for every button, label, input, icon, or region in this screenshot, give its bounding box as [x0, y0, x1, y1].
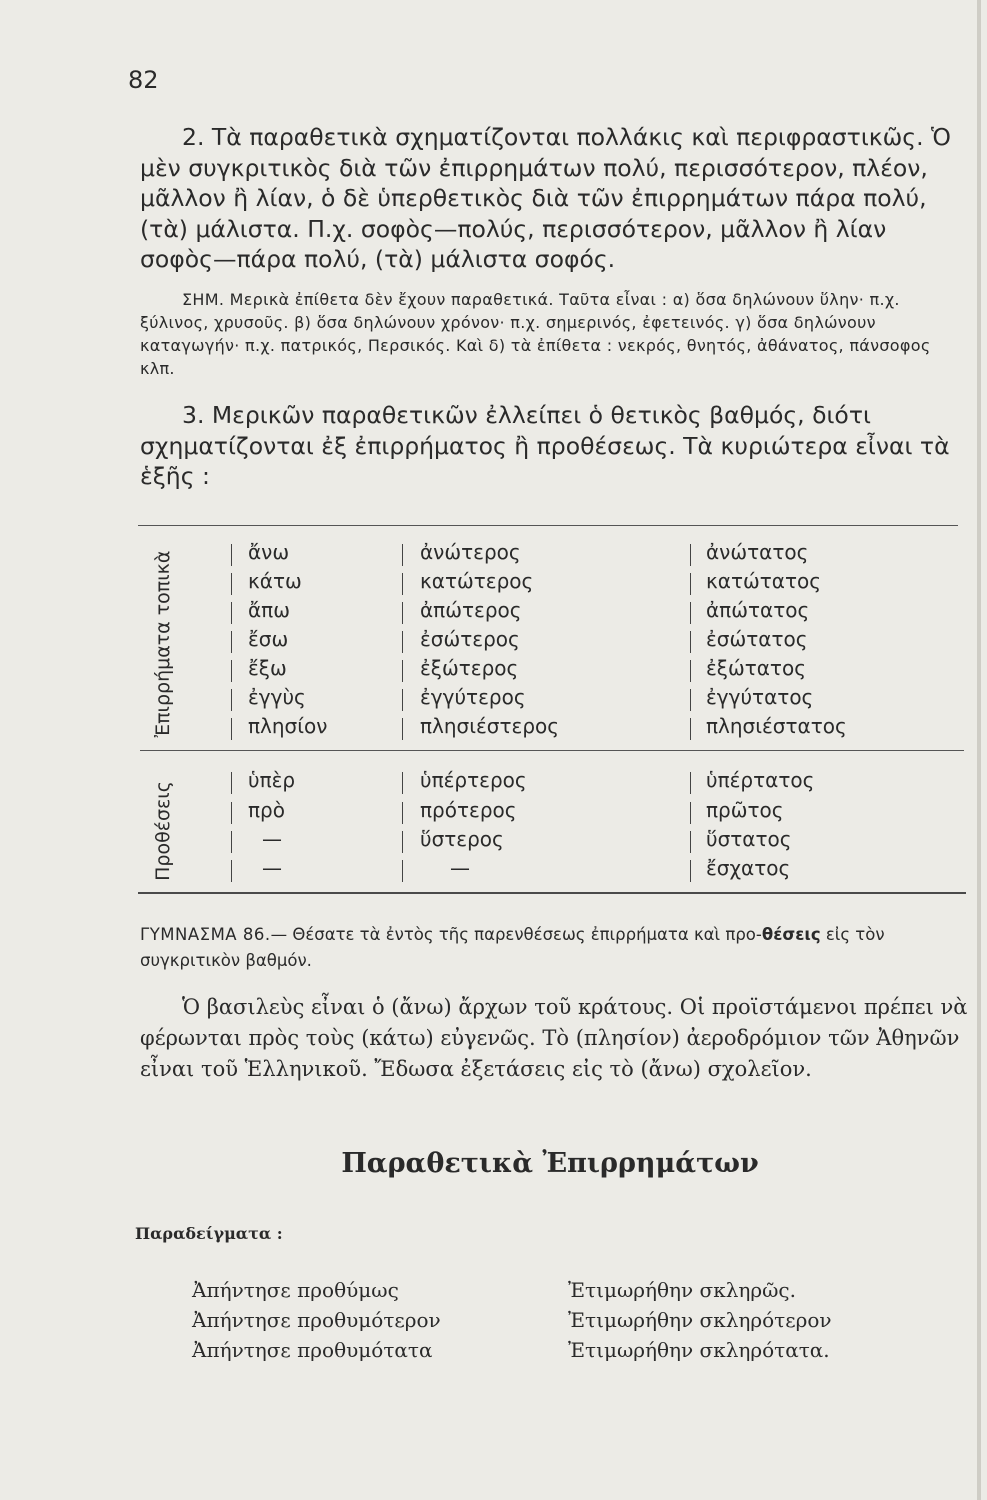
table-cell: ἐγγὺς	[248, 685, 306, 709]
table-cell: κάτω	[248, 569, 302, 593]
table-cell: ὕστερος	[420, 827, 504, 851]
example-left-2: Ἀπήντησε προθυμότερον	[192, 1308, 441, 1332]
exercise-instruction-end: εἰς τὸν συγκριτικὸν βαθμόν.	[140, 925, 885, 970]
table-cell: ἔσχατος	[706, 856, 791, 880]
paragraph-3: 3. Μερικῶν παραθετικῶν ἐλλείπει ὁ θετικὸς βαθμός, διότι σχηματίζονται ἐξ ἐπιρρήματος ἢ προθέσεως. Τὰ κυριώτερα εἶναι τὰ ἑξῆς :	[140, 401, 950, 490]
table-cell: ἀνώτατος	[706, 540, 809, 564]
table-cell: κατώτατος	[706, 569, 821, 593]
table-bottom-rule	[138, 892, 966, 894]
table-cell: ἀνώτερος	[420, 540, 521, 564]
table-cell: κατώτερος	[420, 569, 534, 593]
table-cell: ἐγγύτερος	[420, 685, 526, 709]
page-edge	[977, 0, 981, 1500]
table-cell: πλησιέστατος	[706, 714, 847, 738]
table-cell: —	[450, 856, 470, 880]
page-number: 82	[128, 66, 159, 94]
table-cell: ὑπὲρ	[248, 768, 296, 792]
table-cell: πλησίον	[248, 714, 328, 738]
table-cell: πρῶτος	[706, 798, 784, 822]
paragraph-2: 2. Τὰ παραθετικὰ σχηματίζονται πολλάκις καὶ περιφραστικῶς. Ὁ μὲν συγκριτικὸς διὰ τῶν ἐπιρρημάτων πολύ, περισσότερον, πλέον, μᾶλλον ἢ λίαν, ὁ δὲ ὑπερθετικὸς διὰ τῶν ἐπιρρημάτων πάρα πολύ, (τὰ) μάλιστα. Π.χ. σοφὸς—πολύς, περισσότερον, μᾶλλον ἢ λίαν σοφὸς—πάρα πολύ, (τὰ) μάλιστα σοφός.	[140, 123, 951, 273]
section-heading: Παραθετικὰ Ἐπιρρημάτων	[341, 1148, 759, 1179]
example-right-2: Ἐτιμωρήθην σκληρότερον	[568, 1308, 832, 1332]
table-cell: ἔξω	[248, 656, 287, 680]
table-cell: πρότερος	[420, 798, 517, 822]
example-right-3: Ἐτιμωρήθην σκληρότατα.	[568, 1338, 830, 1362]
table-cell: ὑπέρτατος	[706, 768, 815, 792]
table-cell: —	[262, 856, 282, 880]
table-cell: πλησιέστερος	[420, 714, 560, 738]
exercise-instruction-bold: θέσεις	[761, 925, 821, 944]
example-left-3: Ἀπήντησε προθυμότατα	[192, 1338, 433, 1362]
table-cell: ἔσω	[248, 627, 289, 651]
note-paragraph: ΣΗΜ. Μερικὰ ἐπίθετα δὲν ἔχουν παραθετικά. Ταῦτα εἶναι : α) ὅσα δηλώνουν ὕλην· π.χ. ξύλινος, χρυσοῦς. β) ὅσα δηλώνουν χρόνον· π.χ. σημερινός, ἐφετεινός. γ) ὅσα δηλώνουν καταγωγήν· π.χ. πατρικός, Περσικός. Καὶ δ) τὰ ἐπίθετα : νεκρός, θνητός, ἀθάνατος, πάνσοφος κλπ.	[140, 290, 931, 378]
example-left-1: Ἀπήντησε προθύμως	[192, 1278, 399, 1302]
table-cell: ἄνω	[248, 540, 290, 564]
table-cell: ἐξώτερος	[420, 656, 519, 680]
exercise-text: Ὁ βασιλεὺς εἶναι ὁ (ἄνω) ἄρχων τοῦ κράτους. Οἱ προϊστάμενοι πρέπει νὰ φέρωνται πρὸς τοὺς (κάτω) εὐγενῶς. Τὸ (πλησίον) ἀεροδρόμιον τῶν Ἀθηνῶν εἶναι τοῦ Ἑλληνικοῦ. Ἔδωσα ἐξετάσεις εἰς τὸ (ἄνω) σχολεῖον.	[140, 995, 968, 1081]
group-label-adverbs: Ἐπιρρήματα τοπικὰ	[152, 550, 174, 738]
table-cell: ἐσώτερος	[420, 627, 520, 651]
exercise-instruction-start: Θέσατε τὰ ἐντὸς τῆς παρενθέσεως ἐπιρρήματα καὶ προ-	[292, 925, 762, 944]
table-cell: πρὸ	[248, 798, 285, 822]
example-right-1: Ἐτιμωρήθην σκληρῶς.	[568, 1278, 796, 1302]
table-cell: ἀπώτατος	[706, 598, 810, 622]
table-cell: —	[262, 827, 282, 851]
group-label-prepositions: Προθέσεις	[152, 781, 174, 881]
table-cell: ὑπέρτερος	[420, 768, 527, 792]
table-cell: ἀπώτερος	[420, 598, 522, 622]
table-cell: ἐσώτατος	[706, 627, 808, 651]
exercise-instruction: ΓΥΜΝΑΣΜΑ 86.— Θέσατε τὰ ἐντὸς τῆς παρενθέσεως ἐπιρρήματα καὶ προ-θέσεις εἰς τὸν συγκριτικὸν βαθμόν.	[140, 925, 885, 970]
table-cell: ἐγγύτατος	[706, 685, 814, 709]
table-cell: ἄπω	[248, 598, 290, 622]
table-top-rule	[138, 525, 958, 526]
table-cell: ὕστατος	[706, 827, 792, 851]
examples-label: Παραδείγματα :	[135, 1224, 283, 1243]
exercise-label: ΓΥΜΝΑΣΜΑ 86.	[140, 925, 271, 944]
table-group-divider	[140, 750, 964, 751]
table-cell: ἐξώτατος	[706, 656, 806, 680]
